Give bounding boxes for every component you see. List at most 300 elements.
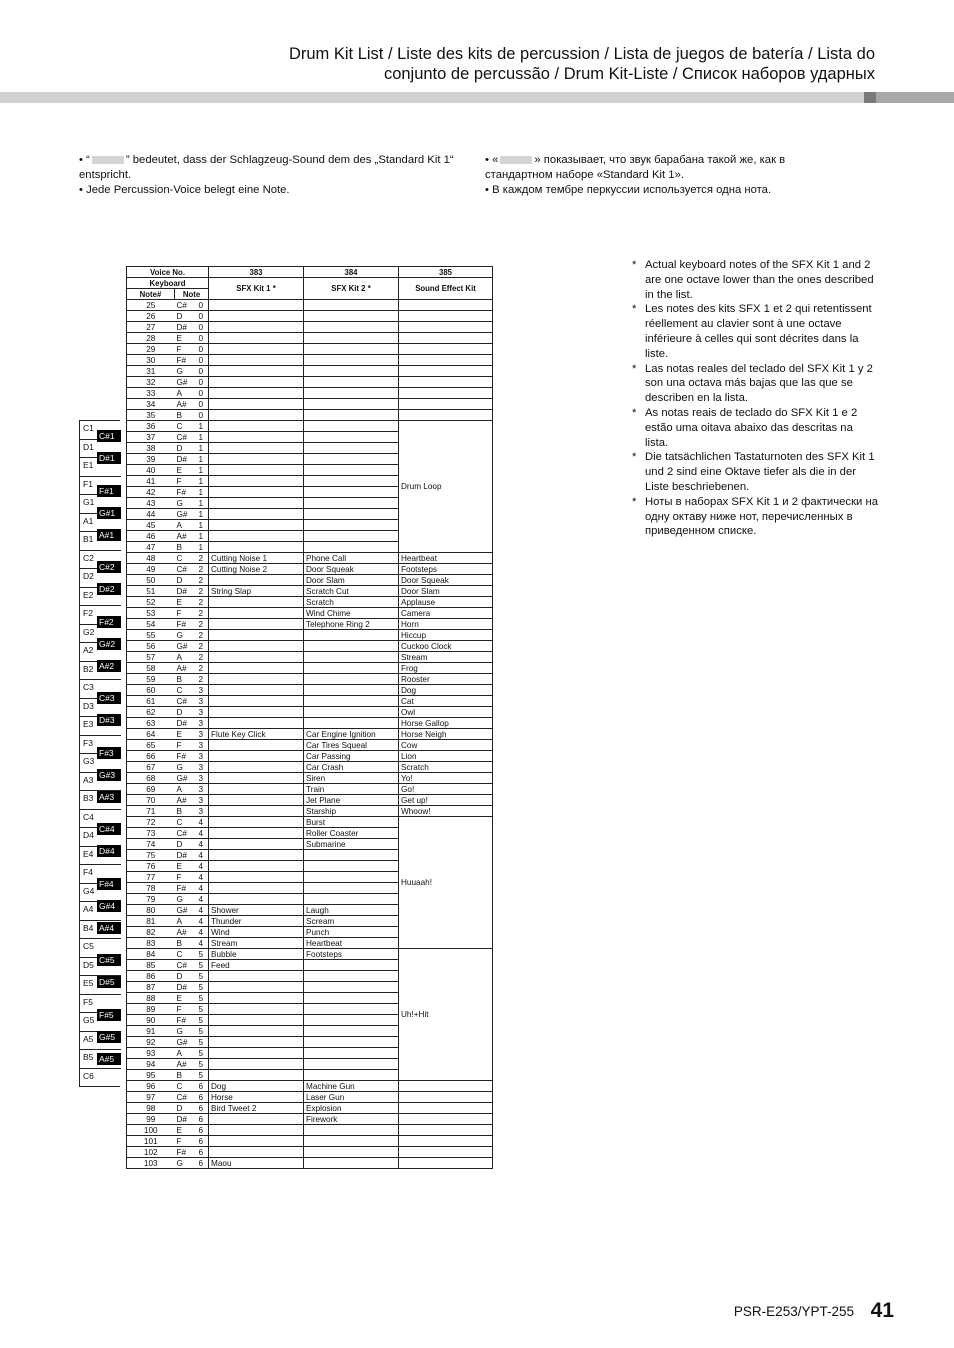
octave-cell: 5	[195, 1015, 209, 1026]
octave-cell: 4	[195, 894, 209, 905]
note-name-cell: F#	[175, 487, 195, 498]
note-name-cell: C#	[175, 432, 195, 443]
sfx-kit-1-cell	[209, 817, 304, 828]
sfx-kit-2-cell	[304, 982, 399, 993]
note-name-cell: F	[175, 476, 195, 487]
sfx-kit-1-cell	[209, 828, 304, 839]
note-number-cell: 46	[127, 531, 175, 542]
sound-effect-kit-cell	[399, 311, 493, 322]
octave-cell: 3	[195, 751, 209, 762]
sfx-kit-1-cell	[209, 740, 304, 751]
note-number-cell: 29	[127, 344, 175, 355]
note-ru-2: • В каждом тембре перкуссии используется одна нота.	[485, 184, 772, 196]
note-name-cell: E	[175, 729, 195, 740]
sound-effect-kit-cell: Frog	[399, 663, 493, 674]
octave-cell: 2	[195, 663, 209, 674]
note-number-cell: 49	[127, 564, 175, 575]
sound-effect-kit-cell: Stream	[399, 652, 493, 663]
sfx-kit-2-cell	[304, 498, 399, 509]
sfx-kit-2-cell	[304, 1070, 399, 1081]
note-number-cell: 42	[127, 487, 175, 498]
notes-russian	[485, 153, 825, 198]
black-key: D#4	[97, 845, 121, 857]
octave-cell: 0	[195, 311, 209, 322]
octave-cell: 3	[195, 707, 209, 718]
octave-cell: 0	[195, 322, 209, 333]
note-name-cell: C#	[175, 696, 195, 707]
note-name-cell: A#	[175, 663, 195, 674]
footnote-item: * As notas reais de teclado do SFX Kit 1 e 2 estão uma oitava abaixo das descritas na lista.	[632, 406, 858, 449]
octave-cell: 1	[195, 432, 209, 443]
octave-cell: 2	[195, 553, 209, 564]
sound-effect-kit-cell: Lion	[399, 751, 493, 762]
note-number-cell: 91	[127, 1026, 175, 1037]
sfx-kit-1-cell	[209, 707, 304, 718]
white-key: D2	[80, 569, 121, 588]
white-key: G3	[80, 754, 121, 773]
sfx-kit-1-cell: Cutting Noise 2	[209, 564, 304, 575]
octave-cell: 3	[195, 784, 209, 795]
sound-effect-kit-cell: Dog	[399, 685, 493, 696]
sfx-kit-2-cell	[304, 520, 399, 531]
sfx-kit-2-cell	[304, 850, 399, 861]
sound-effect-kit-cell: Hiccup	[399, 630, 493, 641]
note-number-cell: 92	[127, 1037, 175, 1048]
sfx-kit-2-cell: Wind Chime	[304, 608, 399, 619]
octave-cell: 1	[195, 520, 209, 531]
note-name-cell: D	[175, 575, 195, 586]
sound-effect-kit-cell	[399, 388, 493, 399]
table-row	[127, 663, 493, 674]
white-key: A2	[80, 643, 121, 662]
note-number-cell: 89	[127, 1004, 175, 1015]
sfx-kit-1-cell	[209, 509, 304, 520]
sfx-kit-1-cell	[209, 883, 304, 894]
black-key: C#4	[97, 823, 121, 835]
note-name-cell: E	[175, 1125, 195, 1136]
sound-effect-kit-cell	[399, 410, 493, 421]
footnote-item: * Die tatsächlichen Tastaturnoten des SFX Kit 1 und 2 sind eine Oktave tiefer als die in der Liste beschriebenen.	[632, 451, 875, 493]
sound-effect-kit-header: Sound Effect Kit	[399, 278, 493, 300]
note-number-cell: 50	[127, 575, 175, 586]
octave-cell: 5	[195, 1004, 209, 1015]
octave-cell: 6	[195, 1103, 209, 1114]
sfx-kit-2-cell: Submarine	[304, 839, 399, 850]
note-number-cell: 64	[127, 729, 175, 740]
octave-cell: 0	[195, 344, 209, 355]
sfx-kit-2-cell	[304, 344, 399, 355]
sound-effect-kit-cell	[399, 1081, 493, 1092]
black-key: A#2	[97, 660, 121, 672]
sfx-kit-1-cell	[209, 784, 304, 795]
sound-effect-kit-cell: Heartbeat	[399, 553, 493, 564]
black-key: D#3	[97, 714, 121, 726]
note-number-cell: 99	[127, 1114, 175, 1125]
sfx-kit-1-cell	[209, 674, 304, 685]
sfx-kit-2-cell: Telephone Ring 2	[304, 619, 399, 630]
table-row	[127, 410, 493, 421]
note-number-cell: 47	[127, 542, 175, 553]
note-number-cell: 31	[127, 366, 175, 377]
sfx-kit-2-cell	[304, 366, 399, 377]
octave-cell: 4	[195, 850, 209, 861]
table-row	[127, 795, 493, 806]
table-row	[127, 729, 493, 740]
octave-cell: 3	[195, 762, 209, 773]
white-key: A1	[80, 514, 121, 533]
asterisk-mark: *	[632, 406, 637, 419]
note-name-cell: D	[175, 1103, 195, 1114]
sfx-kit-1-cell	[209, 696, 304, 707]
sfx-kit-1-cell	[209, 762, 304, 773]
table-row	[127, 1081, 493, 1092]
white-key: F1	[80, 477, 121, 496]
sfx-kit-1-cell: Flute Key Click	[209, 729, 304, 740]
sfx-kit-1-cell	[209, 520, 304, 531]
note-number-cell: 80	[127, 905, 175, 916]
note-number-cell: 62	[127, 707, 175, 718]
sfx-kit-1-cell	[209, 432, 304, 443]
sfx-kit-1-cell: Bird Tweet 2	[209, 1103, 304, 1114]
table-row	[127, 1103, 493, 1114]
sfx-kit-1-cell	[209, 641, 304, 652]
sfx-kit-1-cell: Maou	[209, 1158, 304, 1169]
note-name-cell: C	[175, 949, 195, 960]
octave-cell: 6	[195, 1147, 209, 1158]
octave-cell: 2	[195, 619, 209, 630]
sfx-kit-2-cell: Machine Gun	[304, 1081, 399, 1092]
white-key: C5	[80, 939, 121, 958]
note-name-cell: A	[175, 520, 195, 531]
black-key: C#2	[97, 561, 121, 573]
sfx-kit-1-cell	[209, 542, 304, 553]
table-row	[127, 641, 493, 652]
sfx-kit-2-cell	[304, 432, 399, 443]
sfx-kit-1-cell	[209, 982, 304, 993]
sfx-kit-1-cell	[209, 894, 304, 905]
note-number-cell: 57	[127, 652, 175, 663]
note-name-cell: B	[175, 1070, 195, 1081]
note-number-cell: 65	[127, 740, 175, 751]
note-number-cell: 27	[127, 322, 175, 333]
drum-kit-table	[126, 266, 493, 1169]
octave-cell: 6	[195, 1125, 209, 1136]
sfx-kit-2-cell	[304, 410, 399, 421]
sound-effect-kit-cell: Horse Neigh	[399, 729, 493, 740]
octave-cell: 4	[195, 927, 209, 938]
table-row	[127, 784, 493, 795]
notes-german	[79, 153, 471, 198]
octave-cell: 5	[195, 960, 209, 971]
sfx-kit-2-cell: Punch	[304, 927, 399, 938]
page-title-line-2: conjunto de percussão / Drum Kit-Liste / Список наборов ударных	[383, 65, 875, 83]
note-number-cell: 61	[127, 696, 175, 707]
sfx-kit-1-cell	[209, 1015, 304, 1026]
note-number-cell: 52	[127, 597, 175, 608]
table-row	[127, 608, 493, 619]
note-name-cell: D#	[175, 1114, 195, 1125]
note-name-cell: C	[175, 553, 195, 564]
note-name-cell: A	[175, 388, 195, 399]
note-name-cell: B	[175, 542, 195, 553]
table-row	[127, 300, 493, 311]
table-row	[127, 630, 493, 641]
table-row	[127, 586, 493, 597]
black-key: C#3	[97, 692, 121, 704]
sfx-kit-2-cell	[304, 1125, 399, 1136]
sfx-kit-1-cell	[209, 1037, 304, 1048]
sfx-kit-2-cell	[304, 1048, 399, 1059]
note-number-cell: 56	[127, 641, 175, 652]
note-name-cell: C	[175, 685, 195, 696]
octave-cell: 3	[195, 718, 209, 729]
white-key: D1	[80, 440, 121, 459]
voice-384-header: 384	[304, 267, 399, 278]
octave-cell: 6	[195, 1114, 209, 1125]
octave-cell: 1	[195, 531, 209, 542]
white-key: F5	[80, 995, 121, 1014]
sfx-kit-2-cell	[304, 883, 399, 894]
note-name-cell: G	[175, 366, 195, 377]
keyboard-header: Keyboard	[127, 278, 209, 289]
sfx-kit-2-cell	[304, 652, 399, 663]
sound-effect-kit-cell: Horse Gallop	[399, 718, 493, 729]
sfx-kit-2-cell	[304, 476, 399, 487]
note-number-cell: 87	[127, 982, 175, 993]
note-number-cell: 74	[127, 839, 175, 850]
octave-cell: 4	[195, 817, 209, 828]
sound-effect-kit-cell: Horn	[399, 619, 493, 630]
note-name-cell: C#	[175, 1092, 195, 1103]
table-row	[127, 597, 493, 608]
note-number-cell: 38	[127, 443, 175, 454]
shaded-cell-sample	[92, 156, 124, 164]
sfx-kit-2-cell	[304, 300, 399, 311]
octave-cell: 4	[195, 839, 209, 850]
note-number-cell: 69	[127, 784, 175, 795]
voice-385-header: 385	[399, 267, 493, 278]
note-name-cell: G	[175, 762, 195, 773]
sfx-kit-1-cell	[209, 1048, 304, 1059]
white-key: F4	[80, 865, 121, 884]
sfx-kit-2-cell	[304, 641, 399, 652]
black-key: F#1	[97, 485, 121, 497]
octave-cell: 0	[195, 355, 209, 366]
sfx-kit-2-cell: Scratch Cut	[304, 586, 399, 597]
sfx-kit-2-cell: Door Squeak	[304, 564, 399, 575]
sfx-kit-2-cell	[304, 707, 399, 718]
note-name-cell: G#	[175, 641, 195, 652]
sfx-kit-1-cell	[209, 531, 304, 542]
note-name-cell: G#	[175, 905, 195, 916]
note-name-cell: C#	[175, 564, 195, 575]
white-key: G5	[80, 1013, 121, 1032]
table-row	[127, 311, 493, 322]
note-number-cell: 54	[127, 619, 175, 630]
note-name-cell: D#	[175, 718, 195, 729]
table-row	[127, 322, 493, 333]
octave-cell: 1	[195, 498, 209, 509]
note-name-cell: G	[175, 630, 195, 641]
sfx-kit-2-cell: Footsteps	[304, 949, 399, 960]
note-name-cell: C	[175, 421, 195, 432]
octave-cell: 4	[195, 883, 209, 894]
sfx-kit-2-cell: Laugh	[304, 905, 399, 916]
table-row	[127, 344, 493, 355]
sfx-kit-2-cell: Phone Call	[304, 553, 399, 564]
note-name-cell: G	[175, 1158, 195, 1169]
note-name-cell: A	[175, 652, 195, 663]
note-number-cell: 60	[127, 685, 175, 696]
table-row	[127, 333, 493, 344]
sfx-kit-2-cell	[304, 1158, 399, 1169]
white-key: F3	[80, 736, 121, 755]
table-row	[127, 806, 493, 817]
note-number-cell: 59	[127, 674, 175, 685]
table-row	[127, 751, 493, 762]
octave-cell: 2	[195, 630, 209, 641]
black-key: C#1	[97, 430, 121, 442]
sfx-kit-1-cell	[209, 388, 304, 399]
table-row	[127, 1114, 493, 1125]
footnote-item: * Les notes des kits SFX 1 et 2 qui retentissent réellement au clavier sont à une octave inférieure à celles qui sont décrites dans la liste.	[632, 303, 872, 360]
note-name-cell: F	[175, 608, 195, 619]
sfx-kit-1-cell	[209, 597, 304, 608]
table-row	[127, 1092, 493, 1103]
note-number-cell: 79	[127, 894, 175, 905]
sfx-kit-2-cell	[304, 388, 399, 399]
sfx-kit-1-cell	[209, 333, 304, 344]
note-number-cell: 25	[127, 300, 175, 311]
page-title-line-1: Drum Kit List / Liste des kits de percussion / Lista de juegos de batería / Lista do	[288, 45, 875, 63]
note-number-cell: 32	[127, 377, 175, 388]
sfx-kit-1-cell	[209, 1059, 304, 1070]
table-row	[127, 388, 493, 399]
table-row	[127, 553, 493, 564]
sfx-kit-2-cell	[304, 894, 399, 905]
sfx-kit-1-cell	[209, 872, 304, 883]
octave-cell: 5	[195, 1037, 209, 1048]
octave-cell: 2	[195, 597, 209, 608]
octave-cell: 5	[195, 949, 209, 960]
table-row	[127, 740, 493, 751]
white-key: E4	[80, 847, 121, 866]
sound-effect-kit-cell: Huuaah!	[399, 817, 493, 949]
sfx-kit-2-header: SFX Kit 2 *	[304, 278, 399, 300]
sound-effect-kit-cell: Rooster	[399, 674, 493, 685]
sfx-kit-1-cell	[209, 300, 304, 311]
note-number-cell: 66	[127, 751, 175, 762]
note-number-cell: 33	[127, 388, 175, 399]
note-name-cell: D	[175, 839, 195, 850]
sfx-kit-1-cell	[209, 685, 304, 696]
note-number-cell: 100	[127, 1125, 175, 1136]
note-number-cell: 81	[127, 916, 175, 927]
sfx-kit-1-cell	[209, 410, 304, 421]
note-name-cell: F	[175, 740, 195, 751]
note-number-cell: 97	[127, 1092, 175, 1103]
table-row	[127, 674, 493, 685]
sfx-kit-1-cell: Cutting Noise 1	[209, 553, 304, 564]
sound-effect-kit-cell: Cow	[399, 740, 493, 751]
note-number-cell: 102	[127, 1147, 175, 1158]
sfx-kit-2-cell	[304, 399, 399, 410]
white-key: A5	[80, 1032, 121, 1051]
note-number-cell: 84	[127, 949, 175, 960]
sfx-kit-2-cell	[304, 465, 399, 476]
note-name-cell: A	[175, 916, 195, 927]
note-number-cell: 58	[127, 663, 175, 674]
sfx-kit-1-cell	[209, 619, 304, 630]
octave-cell: 5	[195, 982, 209, 993]
asterisk-mark: *	[632, 362, 637, 375]
sfx-kit-1-header: SFX Kit 1 *	[209, 278, 304, 300]
white-key: G4	[80, 884, 121, 903]
table-row	[127, 1147, 493, 1158]
table-row	[127, 575, 493, 586]
note-number-cell: 39	[127, 454, 175, 465]
sfx-kit-2-cell	[304, 377, 399, 388]
sfx-kit-2-cell	[304, 421, 399, 432]
white-key: A4	[80, 902, 121, 921]
sfx-kit-2-cell	[304, 487, 399, 498]
note-name-cell: G#	[175, 773, 195, 784]
note-name-cell: C#	[175, 300, 195, 311]
note-number-cell: 98	[127, 1103, 175, 1114]
octave-cell: 4	[195, 905, 209, 916]
sound-effect-kit-cell: Drum Loop	[399, 421, 493, 553]
table-row	[127, 421, 493, 432]
sound-effect-kit-cell	[399, 1092, 493, 1103]
sfx-kit-2-cell	[304, 1004, 399, 1015]
table-row	[127, 564, 493, 575]
sound-effect-kit-cell: Whoow!	[399, 806, 493, 817]
note-number-cell: 34	[127, 399, 175, 410]
octave-cell: 4	[195, 828, 209, 839]
sound-effect-kit-cell	[399, 399, 493, 410]
sfx-kit-2-cell	[304, 960, 399, 971]
octave-cell: 3	[195, 685, 209, 696]
white-key: E2	[80, 588, 121, 607]
octave-cell: 2	[195, 586, 209, 597]
note-number-cell: 70	[127, 795, 175, 806]
octave-cell: 6	[195, 1136, 209, 1147]
octave-cell: 3	[195, 696, 209, 707]
octave-cell: 3	[195, 729, 209, 740]
note-number-cell: 44	[127, 509, 175, 520]
sfx-kit-2-cell	[304, 531, 399, 542]
white-key: E5	[80, 976, 121, 995]
note-number-cell: 28	[127, 333, 175, 344]
note-name-cell: F#	[175, 355, 195, 366]
note-name-cell: E	[175, 597, 195, 608]
black-key: G#4	[97, 900, 121, 912]
note-number-cell: 40	[127, 465, 175, 476]
note-name-cell: A#	[175, 927, 195, 938]
note-name-cell: D	[175, 971, 195, 982]
sfx-kit-2-cell	[304, 1026, 399, 1037]
sound-effect-kit-cell: Get up!	[399, 795, 493, 806]
sound-effect-kit-cell: Footsteps	[399, 564, 493, 575]
note-number-cell: 43	[127, 498, 175, 509]
white-key: G1	[80, 495, 121, 514]
note-name-cell: D	[175, 311, 195, 322]
sound-effect-kit-cell	[399, 344, 493, 355]
sfx-kit-2-cell: Heartbeat	[304, 938, 399, 949]
sfx-kit-2-cell	[304, 509, 399, 520]
note-number-cell: 78	[127, 883, 175, 894]
octave-cell: 1	[195, 443, 209, 454]
